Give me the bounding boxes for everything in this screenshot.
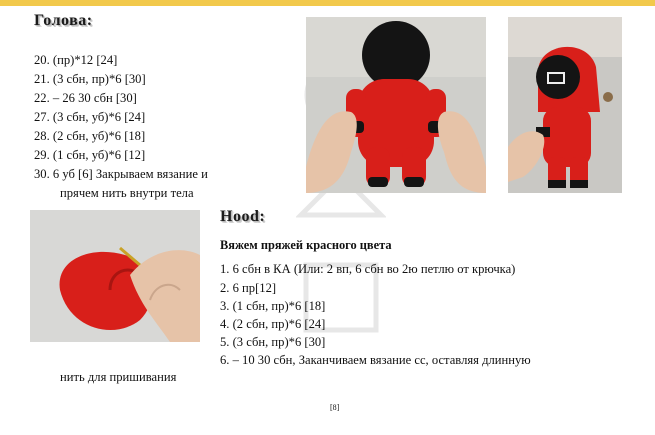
hood-row: 3. (1 сбн, пр)*6 [18] [220,299,326,313]
hood-row: 6. – 10 30 сбн, Заканчиваем вязание сс, оставляя длинную [220,353,531,367]
head-row: 28. (2 сбн, уб)*6 [18] [34,129,146,143]
photo-doll-back-view [306,17,486,193]
head-row: 20. (пр)*12 [24] [34,53,118,67]
head-row: прячем нить внутри тела [60,186,194,200]
hood-row: 4. (2 сбн, пр)*6 [24] [220,317,326,331]
head-row: 22. – 26 30 сбн [30] [34,91,137,105]
head-row: 29. (1 сбн, уб)*6 [12] [34,148,146,162]
hood-row: 1. 6 сбн в КА (Или: 2 вп, 6 сбн во 2ю петлю от крючка) [220,262,516,276]
head-section-title: Голова: [34,12,93,29]
hood-section-title: Hood: [220,208,266,225]
page-number: [8] [330,403,340,412]
head-row: 21. (3 сбн, пр)*6 [30] [34,72,146,86]
head-row: 27. (3 сбн, уб)*6 [24] [34,110,146,124]
hood-subtitle: Вяжем пряжей красного цвета [220,238,392,252]
hood-row: 2. 6 пр[12] [220,281,277,295]
hood-row: 5. (3 сбн, пр)*6 [30] [220,335,326,349]
top-color-band [0,0,655,6]
photo-doll-side-view [508,17,622,193]
hood-row: нить для пришивания [60,370,177,384]
photo-hood-in-progress [30,210,200,342]
head-row: 30. 6 уб [6] Закрываем вязание и [34,167,208,181]
